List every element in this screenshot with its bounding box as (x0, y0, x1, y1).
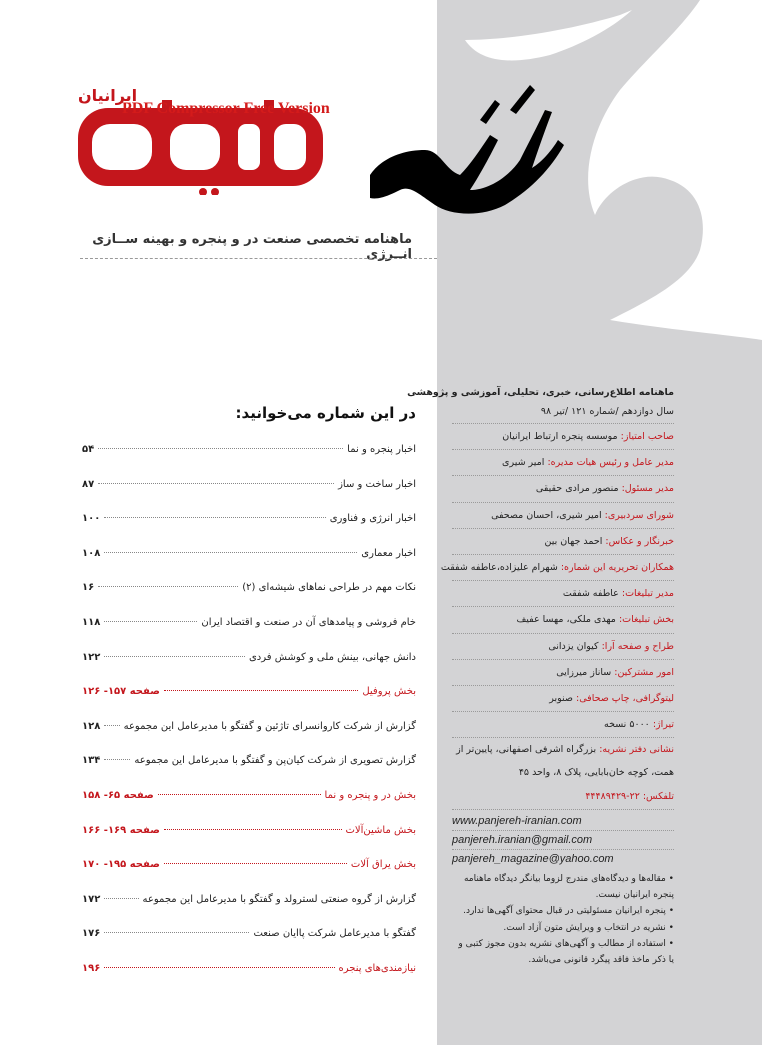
toc-item-page: صفحه ۱۶۹- ۱۶۶ (82, 824, 160, 836)
toc-section[interactable] (82, 790, 416, 825)
masthead-row (452, 581, 674, 607)
leader-dots (104, 552, 357, 553)
disclaimer-note: • نشریه در انتخاب و ویرایش متون آزاد است. (503, 922, 674, 933)
phone-number: تلفکس: ۲۲-۴۴۴۸۹۴۲۹ (452, 784, 674, 810)
toc-item-page: ۱۰۸ (82, 547, 101, 559)
masthead-value: احمد جهان بین (544, 535, 603, 547)
toc-item[interactable] (82, 721, 416, 756)
toc-title: در این شماره می‌خوانید: (235, 404, 416, 422)
toc-item-page: ۱۷۶ (82, 928, 101, 940)
toc-item-page: ۱۲۸ (82, 720, 101, 732)
email-link[interactable]: panjereh_magazine@yahoo.com (452, 853, 614, 865)
toc-item-title: بخش ماشین‌آلات (345, 824, 416, 836)
masthead-label: مدیر مسئول: (621, 483, 674, 495)
contact-links (452, 812, 674, 868)
masthead (407, 384, 674, 810)
masthead-row (452, 424, 674, 450)
toc-item-page: ۱۲۲ (82, 651, 101, 663)
toc-item-title: نیازمندی‌های پنجره (338, 962, 416, 974)
masthead-value: عاطفه شفقت (562, 588, 619, 600)
masthead-value: شهرام علیزاده،عاطفه شفقت (440, 561, 558, 573)
leader-dots (98, 586, 238, 587)
masthead-label: خبرنگار و عکاس: (605, 535, 674, 547)
masthead-row (452, 476, 674, 502)
toc-item-page: ۱۳۴ (82, 755, 101, 767)
toc-item-title: خام فروشی و پیامدهای آن در صنعت و اقتصاد ایران (201, 616, 416, 628)
toc-section[interactable] (82, 825, 416, 860)
toc-item-page: ۱۶ (82, 582, 95, 594)
leader-dots (164, 829, 342, 830)
masthead-label: تیراژ: (652, 719, 674, 731)
masthead-value: موسسه پنجره ارتباط ایرانیان (502, 431, 618, 442)
masthead-row (452, 686, 674, 712)
website-link[interactable]: www.panjereh-iranian.com (452, 812, 674, 831)
toc-item-title: اخبار ساخت و ساز (338, 478, 416, 490)
toc-item-title: بخش پروفیل (362, 686, 416, 698)
leader-dots (164, 863, 347, 864)
toc-section[interactable] (82, 963, 416, 998)
disclaimer-note: • پنجره ایرانیان مسئولیتی در قبال محتوای آگهی‌ها ندارد. (463, 906, 674, 916)
toc-item[interactable] (82, 513, 416, 548)
toc-item-title: گزارش از گروه صنعتی لسترولد و گفتگو با مدیرعامل این مجموعه (142, 893, 416, 905)
toc-item-title: بخش در و پنجره و نما (324, 789, 416, 801)
toc-item-page: صفحه ۱۵۷- ۱۲۶ (82, 686, 160, 698)
masthead-value: منصور مرادی حقیقی (535, 483, 619, 495)
toc-item-title: اخبار پنجره و نما (347, 444, 416, 455)
masthead-row (452, 634, 674, 660)
masthead-value: صنوبر (549, 692, 573, 704)
toc-item[interactable] (82, 582, 416, 617)
toc-item-title: اخبار انرژی و فناوری (329, 513, 416, 525)
leader-dots (98, 448, 343, 449)
toc-item-page: ۸۷ (82, 478, 95, 490)
masthead-row (440, 555, 674, 581)
issue-info: سال دوازدهم /شماره ۱۲۱ /تیر ۹۸ (452, 401, 674, 424)
address-value: بزرگراه اشرفی اصفهانی، پایین‌تر از همت، کوچه خان‌بابایی، پلاک ۸، واحد ۴۵ (456, 744, 674, 779)
masthead-label: همکاران تحریریه این شماره: (560, 561, 674, 573)
table-of-contents (82, 444, 416, 998)
pdf-watermark: PDF Compressor Free Version (122, 100, 330, 117)
masthead-value: کیوان یزدانی (548, 640, 599, 652)
toc-item-page: ۱۷۲ (82, 893, 101, 905)
leader-dots (104, 517, 325, 518)
leader-dots (104, 725, 119, 726)
disclaimer-note: • استفاده از مطالب و آگهی‌های نشریه بدون مجوز کتبی و یا ذکر ماخذ فاقد پیگرد قانونی می‌باشد. (458, 939, 674, 965)
disclaimer-note: • مقاله‌ها و دیدگاه‌های مندرج لزوما بیانگر دیدگاه ماهنامه پنجره ایرانیان نیست. (463, 874, 674, 900)
leader-dots (104, 621, 197, 622)
leader-dots (104, 898, 138, 899)
leader-dots (104, 759, 130, 760)
tagline-divider (80, 258, 437, 259)
leader-dots (104, 967, 334, 968)
toc-item-page: ۵۴ (82, 444, 95, 455)
masthead-row (452, 712, 674, 738)
masthead-label: لیتوگرافی، چاپ صحافی: (576, 692, 674, 704)
toc-item[interactable] (82, 479, 416, 514)
logo-subtitle: ایرانیان (78, 86, 138, 105)
toc-item-page: ۱۹۶ (82, 962, 101, 974)
masthead-row (452, 503, 674, 529)
toc-item-page: صفحه ۶۵- ۱۵۸ (82, 789, 154, 801)
toc-item[interactable] (82, 444, 416, 479)
toc-item[interactable] (82, 548, 416, 583)
toc-item[interactable] (82, 755, 416, 790)
masthead-label: شورای سردبیری: (604, 509, 674, 521)
toc-item[interactable] (82, 617, 416, 652)
toc-item[interactable] (82, 894, 416, 929)
magazine-tagline: ماهنامه تخصصی صنعت در و پنجره و بهینه ســازی انــرژی (92, 232, 412, 262)
masthead-label: طراح و صفحه آرا: (601, 640, 674, 652)
toc-item-title: دانش جهانی، بینش ملی و کوشش فردی (248, 651, 416, 663)
toc-item-page: ۱۰۰ (82, 513, 101, 525)
toc-item-title: بخش یراق آلات (350, 859, 416, 871)
masthead-label: بخش تبلیغات: (618, 614, 674, 626)
address-label: نشانی دفتر نشریه: (599, 744, 674, 756)
masthead-row (452, 607, 674, 633)
leader-dots (158, 794, 321, 795)
masthead-row (452, 529, 674, 555)
toc-section[interactable] (82, 859, 416, 894)
toc-item[interactable] (82, 652, 416, 687)
masthead-row (452, 450, 674, 476)
disclaimer-notes (452, 872, 674, 969)
masthead-label: امور مشترکین: (614, 666, 674, 678)
email-link[interactable]: panjereh.iranian@gmail.com (452, 831, 674, 850)
leader-dots (104, 932, 249, 933)
leader-dots (164, 690, 358, 691)
toc-item-page: ۱۱۸ (82, 616, 101, 628)
toc-item-title: گزارش از شرکت کاروانسرای تاژئین و گفتگو با مدیرعامل این مجموعه (123, 720, 416, 732)
toc-item-page: صفحه ۱۹۵- ۱۷۰ (82, 859, 160, 871)
masthead-value: مهدی ملکی، مهسا عفیف (516, 614, 616, 626)
toc-item-title: اخبار معماری (361, 547, 416, 559)
masthead-value: امیر شیری (502, 457, 545, 469)
bismillah-calligraphy (370, 0, 762, 360)
toc-section[interactable] (82, 686, 416, 721)
magazine-description: ماهنامه اطلاع‌رسانی، خبری، تحلیلی، آموزشی و پژوهشی (407, 387, 674, 398)
masthead-value: ساناز میرزایی (556, 666, 612, 678)
masthead-label: مدیر تبلیغات: (621, 588, 674, 600)
masthead-label: مدیر عامل و رئیس هیات مدیره: (547, 457, 674, 469)
leader-dots (104, 656, 245, 657)
leader-dots (98, 483, 334, 484)
masthead-label: صاحب امتیاز: (620, 431, 674, 442)
masthead-value: امیر شیری، احسان مصحفی (491, 509, 602, 521)
masthead-address (452, 738, 674, 784)
toc-item-title: گزارش تصویری از شرکت کیان‌پن و گفتگو با مدیرعامل این مجموعه (134, 755, 416, 767)
toc-item-title: گفتگو با مدیرعامل شرکت پاایان صنعت (253, 928, 416, 940)
masthead-row (452, 660, 674, 686)
masthead-value: ۵۰۰۰ نسخه (603, 719, 650, 731)
toc-item-title: نکات مهم در طراحی نماهای شیشه‌ای (۲) (242, 582, 416, 594)
toc-item[interactable] (82, 928, 416, 963)
